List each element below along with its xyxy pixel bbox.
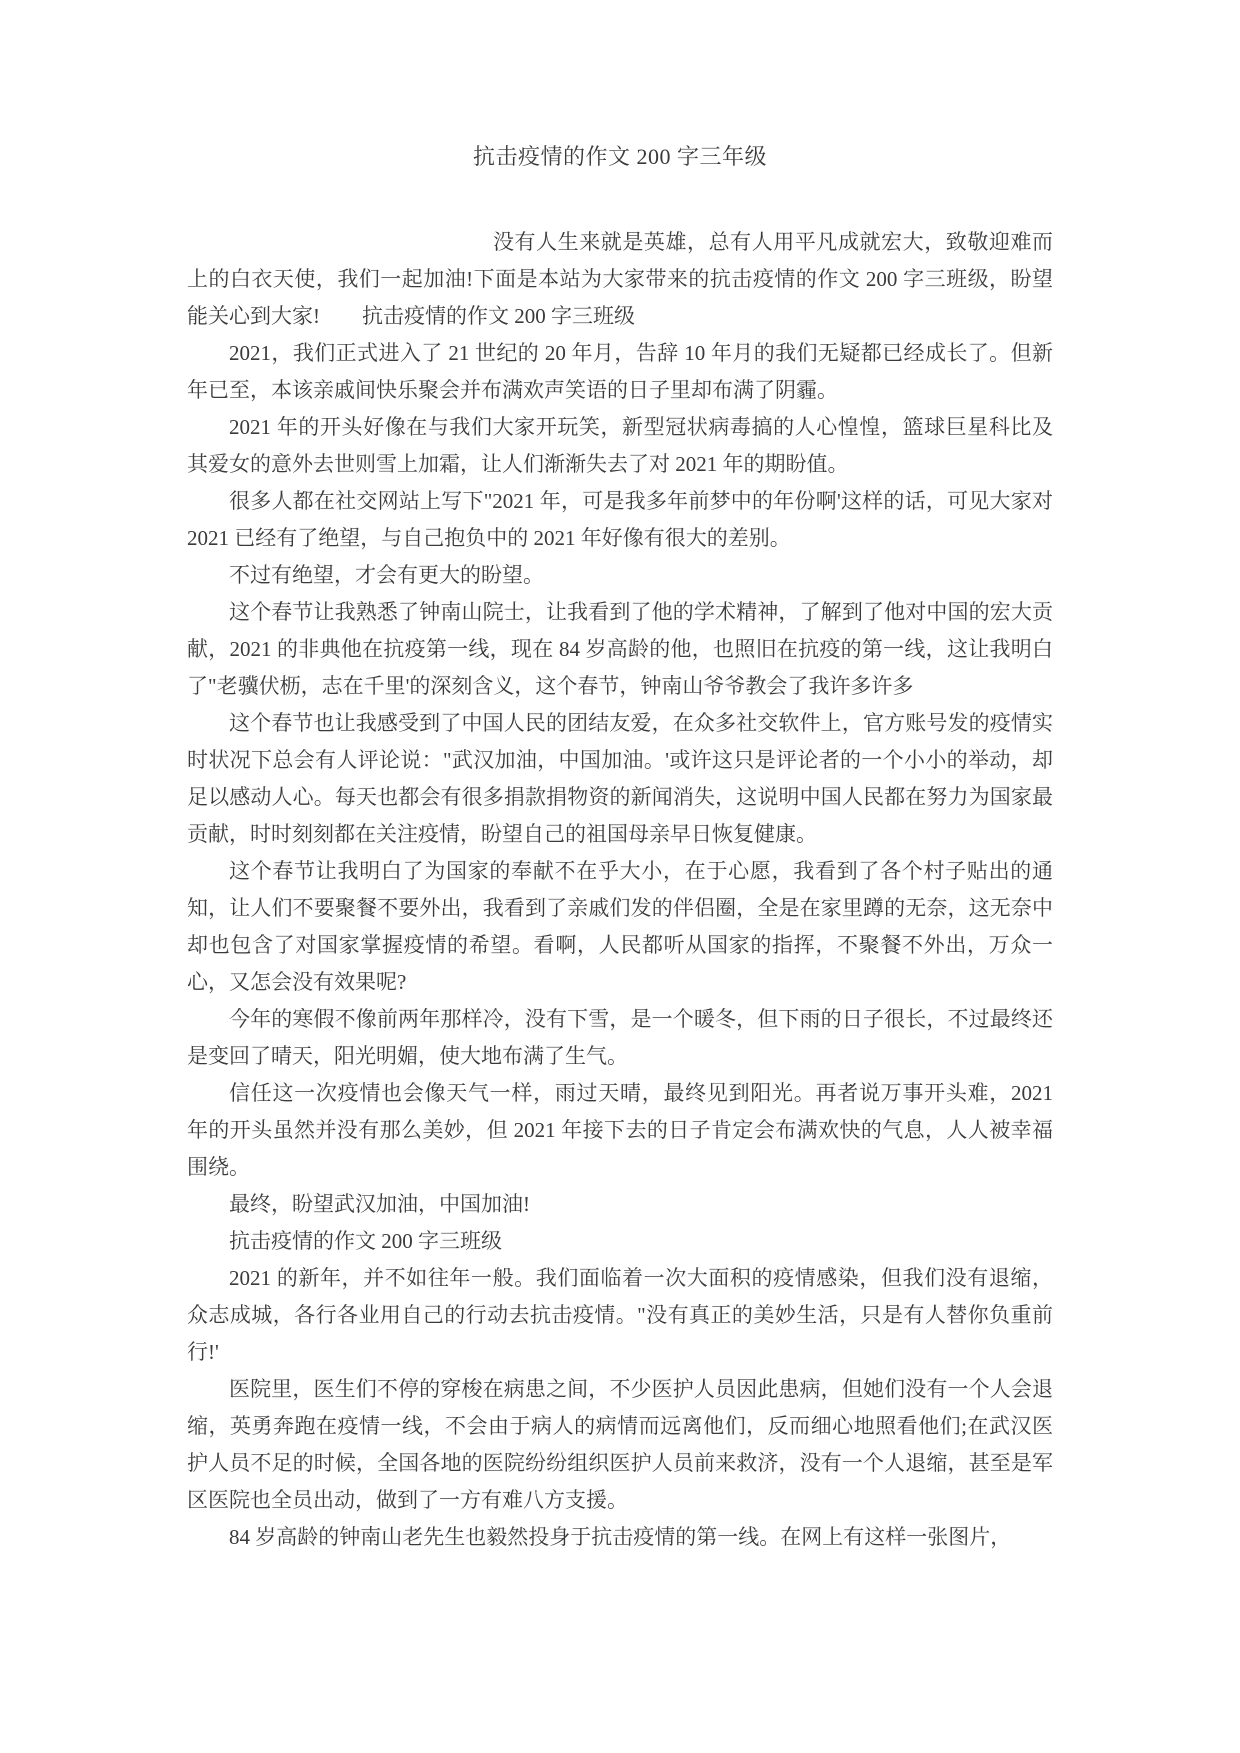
paragraph: 这个春节让我明白了为国家的奉献不在乎大小，在于心愿，我看到了各个村子贴出的通知，让人们不要聚餐不要外出，我看到了亲戚们发的伴侣圈，全是在家里蹲的无奈，这无奈中却也包含了对国家掌握疫情的希望。看啊，人民都听从国家的指挥，不聚餐不外出，万众一心，又怎会没有效果呢? bbox=[187, 859, 1053, 994]
document-title: 抗击疫情的作文 200 字三年级 bbox=[472, 144, 767, 169]
paragraph: 84 岁高龄的钟南山老先生也毅然投身于抗击疫情的第一线。在网上有这样一张图片， bbox=[229, 1525, 1012, 1549]
paragraph: 很多人都在社交网站上写下"2021 年，可是我多年前梦中的年份啊'这样的话，可见大家对 2021 已经有了绝望，与自己抱负中的 2021 年好像有很大的差别。 bbox=[187, 489, 1053, 550]
paragraph: 2021 的新年，并不如往年一般。我们面临着一次大面积的疫情感染，但我们没有退缩，众志成城，各行各业用自己的行动去抗击疫情。"没有真正的美妙生活，只是有人替你负重前行!' bbox=[187, 1266, 1053, 1364]
paragraph: 信任这一次疫情也会像天气一样，雨过天晴，最终见到阳光。再者说万事开头难，2021 年的开头虽然并没有那么美妙，但 2021 年接下去的日子肯定会布满欢快的气息，人人被幸福围绕。 bbox=[187, 1081, 1053, 1179]
paragraph: 医院里，医生们不停的穿梭在病患之间，不少医护人员因此患病，但她们没有一个人会退缩，英勇奔跑在疫情一线，不会由于病人的病情而远离他们，反而细心地照看他们;在武汉医护人员不足的时候，全国各地的医院纷纷组织医护人员前来救济，没有一个人退缩，甚至是军区医院也全员出动，做到了一方有难八方支援。 bbox=[187, 1377, 1053, 1512]
paragraph: 2021 年的开头好像在与我们大家开玩笑，新型冠状病毒搞的人心惶惶，篮球巨星科比及其爱女的意外去世则雪上加霜，让人们渐渐失去了对 2021 年的期盼值。 bbox=[187, 415, 1053, 476]
paragraph: 这个春节也让我感受到了中国人民的团结友爱，在众多社交软件上，官方账号发的疫情实时状况下总会有人评论说："武汉加油，中国加油。'或许这只是评论者的一个小小的举动，却足以感动人心。每天也都会有很多捐款捐物资的新闻消失，这说明中国人民都在努力为国家最贡献，时时刻刻都在关注疫情，盼望自己的祖国母亲早日恢复健康。 bbox=[187, 711, 1053, 846]
paragraph: 这个春节让我熟悉了钟南山院士，让我看到了他的学术精神，了解到了他对中国的宏大贡献，2021 的非典他在抗疫第一线，现在 84 岁高龄的他，也照旧在抗疫的第一线，这让我明白了"老骥伏枥，志在千里'的深刻含义，这个春节，钟南山爷爷教会了我许多许多 bbox=[187, 600, 1053, 698]
paragraph: 不过有绝望，才会有更大的盼望。 bbox=[229, 563, 544, 587]
paragraph: 最终，盼望武汉加油，中国加油! bbox=[229, 1192, 530, 1216]
paragraph: 今年的寒假不像前两年那样冷，没有下雪，是一个暖冬，但下雨的日子很长，不过最终还是变回了晴天，阳光明媚，使大地布满了生气。 bbox=[187, 1007, 1053, 1068]
paragraph: 没有人生来就是英雄，总有人用平凡成就宏大，致敬迎难而上的白衣天使，我们一起加油!下面是本站为大家带来的抗击疫情的作文 200 字三班级，盼望能关心到大家! 抗击疫情的作文 200 字三班级 bbox=[187, 230, 1053, 328]
paragraph: 抗击疫情的作文 200 字三班级 bbox=[229, 1229, 502, 1253]
paragraph: 2021，我们正式进入了 21 世纪的 20 年月，告辞 10 年月的我们无疑都已经成长了。但新年已至，本该亲戚间快乐聚会并布满欢声笑语的日子里却布满了阴霾。 bbox=[187, 341, 1053, 402]
document-body bbox=[187, 224, 1053, 1556]
